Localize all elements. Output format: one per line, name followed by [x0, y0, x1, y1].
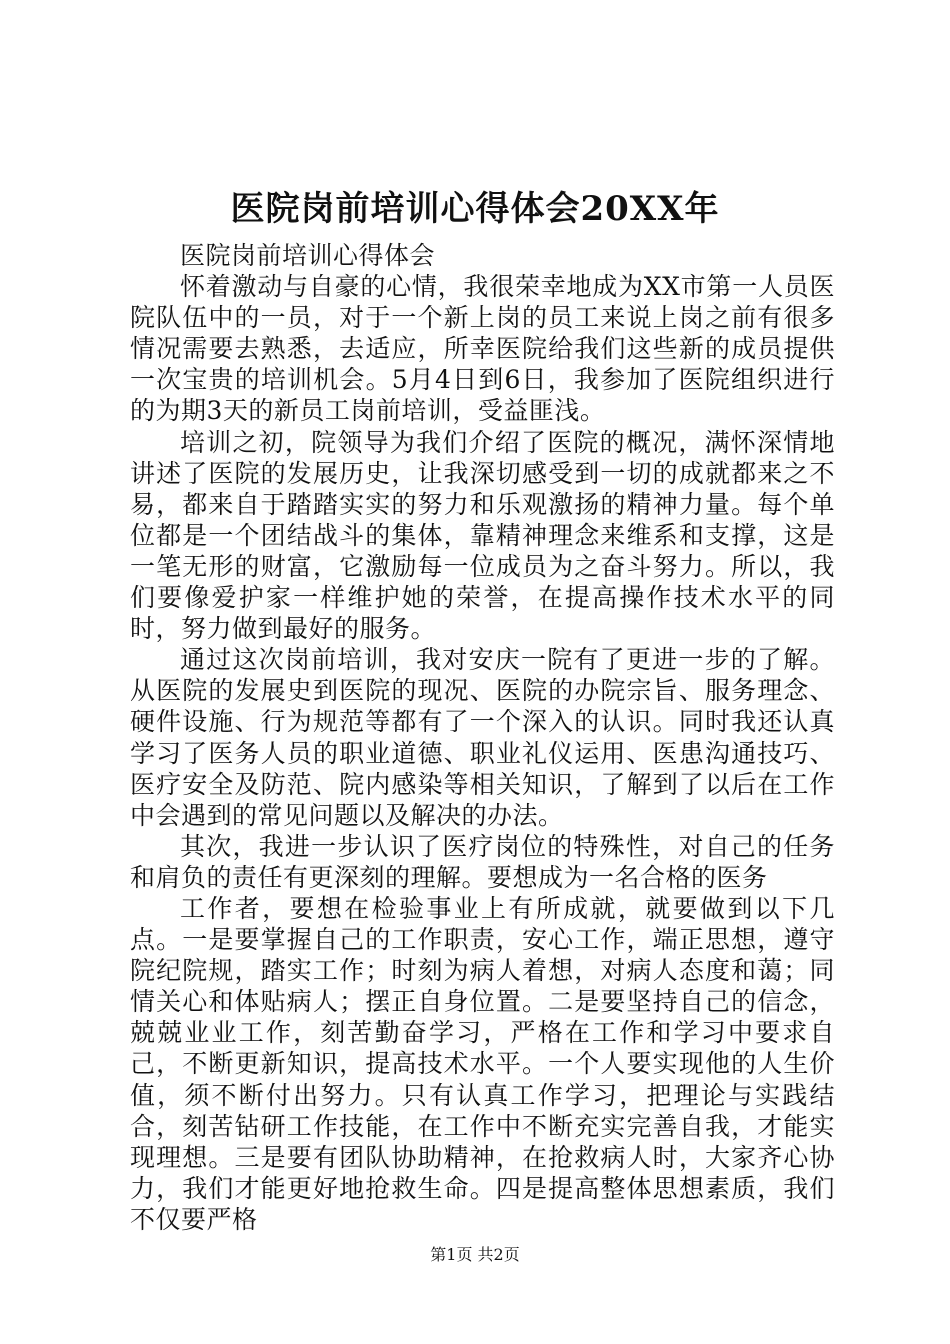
paragraph-subtitle: 医院岗前培训心得体会 — [180, 241, 436, 270]
paragraph: 其次，我进一步认识了医疗岗位的特殊性，对自己的任务和肩负的责任有更深刻的理解。要想成为一名合格的医务 — [130, 831, 835, 892]
document-body — [130, 240, 835, 1235]
paragraph: 培训之初，院领导为我们介绍了医院的概况，满怀深情地讲述了医院的发展历史，让我深切感受到一切的成就都来之不易，都来自于踏踏实实的努力和乐观激扬的精神力量。每个单位都是一个团结战斗的集体，靠精神理念来维系和支撑，这是一笔无形的财富，它激励每一位成员为之奋斗努力。所以，我们要像爱护家一样维护她的荣誉，在提高操作技术水平的同时，努力做到最好的服务。 — [130, 427, 835, 644]
paragraph: 工作者，要想在检验事业上有所成就，就要做到以下几点。一是要掌握自己的工作职责，安心工作，端正思想，遵守院纪院规，踏实工作；时刻为病人着想，对病人态度和蔼；同情关心和体贴病人；摆正自身位置。二是要坚持自己的信念，兢兢业业工作，刻苦勤奋学习，严格在工作和学习中要求自己，不断更新知识，提高技术水平。一个人要实现他的人生价值，须不断付出努力。只有认真工作学习，把理论与实践结合，刻苦钻研工作技能，在工作中不断充实完善自我，才能实现理想。三是要有团队协助精神，在抢救病人时，大家齐心协力，我们才能更好地抢救生命。四是提高整体思想素质，我们不仅要严格 — [130, 893, 835, 1234]
document-title: 医院岗前培训心得体会20XX年 — [230, 189, 720, 229]
paragraph: 怀着激动与自豪的心情，我很荣幸地成为XX市第一人员医院队伍中的一员，对于一个新上岗的员工来说上岗之前有很多情况需要去熟悉，去适应，所幸医院给我们这些新的成员提供一次宝贵的培训机会。5月4日到6日，我参加了医院组织进行的为期3天的新员工岗前培训，受益匪浅。 — [130, 272, 835, 426]
paragraph: 通过这次岗前培训，我对安庆一院有了更进一步的了解。从医院的发展史到医院的现况、医院的办院宗旨、服务理念、硬件设施、行为规范等都有了一个深入的认识。同时我还认真学习了医务人员的职业道德、职业礼仪运用、医患沟通技巧、医疗安全及防范、院内感染等相关知识，了解到了以后在工作中会遇到的常见问题以及解决的办法。 — [130, 645, 835, 830]
page-number-footer: 第1页 共2页 — [430, 1245, 520, 1264]
